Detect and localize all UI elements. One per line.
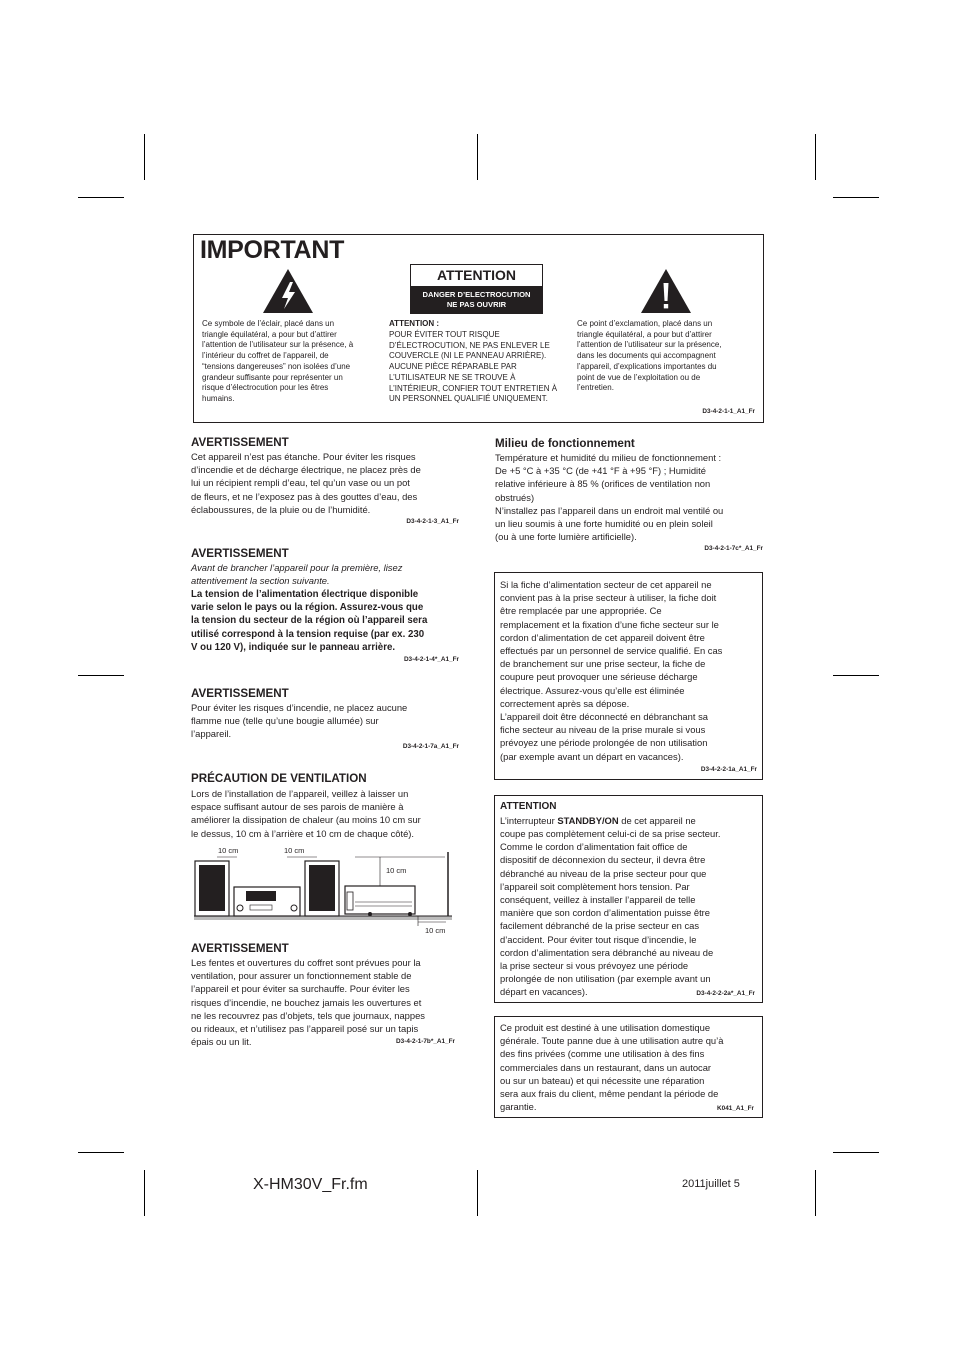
section-heading: AVERTISSEMENT bbox=[191, 436, 289, 449]
clearance-label: 10 cm bbox=[425, 926, 446, 935]
crop-mark bbox=[144, 1170, 145, 1216]
important-title: IMPORTANT bbox=[200, 236, 345, 264]
lightning-explanation: Ce symbole de l’éclair, placé dans un triangle équilatéral, a pour but d’attirer l’attention de l’utilisateur sur la présence, à l’intérieur du coffret de l’appareil, de “tensions dangereuses” non isolées d’une grandeur suffisante pour représenter un risque d’électrocution pour les êtres humains. bbox=[202, 319, 354, 403]
crop-mark bbox=[144, 134, 145, 180]
attention-label-subtitle: DANGER D’ELECTROCUTION NE PAS OUVRIR bbox=[411, 287, 542, 314]
reference-code: D3-4-2-2-1a_A1_Fr bbox=[700, 766, 757, 773]
attention-label-box bbox=[410, 264, 543, 314]
crop-mark bbox=[815, 134, 816, 180]
crop-mark bbox=[78, 197, 124, 198]
reference-code: D3-4-2-1-4*_A1_Fr bbox=[403, 656, 459, 663]
reference-code: D3-4-2-2-2a*_A1_Fr bbox=[696, 990, 755, 997]
reference-code: D3-4-2-1-1_A1_Fr bbox=[702, 408, 755, 415]
exclamation-warning-icon bbox=[640, 268, 692, 314]
section-body: Pour éviter les risques d’incendie, ne placez aucune flamme nue (telle qu’une bougie allumée) sur l’appareil. bbox=[191, 702, 408, 740]
attention-center-text: POUR ÉVITER TOUT RISQUE D’ÉLECTROCUTION, NE PAS ENLEVER LE COUVERCLE (NI LE PANNEAU ARRIÈRE). AUCUNE PIÈCE RÉPARABLE PAR L’UTILISATEUR NE SE TROUVE À L’INTÉRIEUR, CONFIER TOUT ENTRETIEN À UN PERSONNEL QUALIFIÉ UNIQUEMENT. bbox=[389, 330, 558, 404]
standby-warning-text: coupe pas complètement celui-ci de sa prise secteur. Comme le cordon d’alimentation fait office de dispositif de déconnexion du secteur, il devra être débranché au niveau de la prise secteur pour que l’appareil soit complètement hors tension. Par conséquent, veillez à installer l’appareil de telle manière que son cordon d’alimentation puisse être facilement débranché de la prise secteur en cas d’accident. Pour éviter tout risque d’incendie, le cordon d’alimentation sera débranché au niveau de la prise secteur si vous prévoyez une période prolongée de non utilisation (par exemple avant un départ en vacances). bbox=[500, 828, 721, 998]
domestic-use-text: Ce produit est destiné à une utilisation domestique générale. Toute panne due à une utilisation autre qu’à des fins privées (comme une utilisation à des fins commerciales dans un restaurant, dans un autocar ou sur un bateau) et qui nécessite une réparation sera aux frais du client, même pendant la période de garantie. bbox=[500, 1022, 724, 1113]
reference-code: K041_A1_Fr bbox=[717, 1105, 754, 1112]
clearance-label: 10 cm bbox=[218, 846, 239, 855]
plug-warning-text: Si la fiche d’alimentation secteur de cet appareil ne convient pas à la prise secteur à utiliser, la fiche doit être remplacée par une appropriée. Ce remplacement et la fixation d’une fiche secteur sur le cordon d’alimentation de cet appareil doivent être effectués par un personnel de service qualifié. En cas de branchement sur une prise secteur, la fiche de coupure peut provoquer une sérieuse décharge électrique. Assurez-vous qu’elle est éliminée correctement après sa dépose. L’appareil doit être déconnecté en débranchant sa fiche secteur au niveau de la prise murale si vous prévoyez une période prolongée de non utilisation (par exemple avant un départ en vacances). bbox=[500, 579, 723, 762]
section-heading: AVERTISSEMENT bbox=[191, 687, 289, 700]
reference-code: D3-4-2-1-7b*_A1_Fr bbox=[396, 1038, 455, 1045]
section-heading: AVERTISSEMENT bbox=[191, 942, 289, 955]
box-heading: ATTENTION bbox=[500, 801, 557, 812]
crop-mark bbox=[78, 1152, 124, 1153]
crop-mark bbox=[833, 675, 879, 676]
crop-mark bbox=[815, 1170, 816, 1216]
reference-code: D3-4-2-1-7c*_A1_Fr bbox=[704, 545, 763, 552]
standby-key: STANDBY/ON bbox=[557, 815, 619, 826]
crop-mark bbox=[477, 134, 478, 180]
section-heading: Milieu de fonctionnement bbox=[495, 437, 635, 450]
attention-label-title: ATTENTION bbox=[411, 265, 542, 287]
clearance-label: 10 cm bbox=[284, 846, 305, 855]
crop-mark bbox=[477, 1170, 478, 1216]
lightning-warning-icon bbox=[262, 268, 314, 314]
voltage-warning: La tension de l’alimentation électrique disponible varie selon le pays ou la région. Assurez-vous que la tension du secteur de la région où l’appareil sera utilisé correspond à la tension requise (par ex. 230 V ou 120 V), indiquée sur le panneau arrière. bbox=[191, 589, 428, 653]
clearance-label: 10 cm bbox=[386, 866, 407, 875]
section-body: Cet appareil n’est pas étanche. Pour éviter les risques d’incendie et de décharge électrique, ne placez près de lui un récipient rempli d’eau, tel qu’un vase ou un pot de fleurs, et ne l’exposez pas à des gouttes d’eau, des éclaboussures, de la pluie ou de l’humidité. bbox=[191, 451, 421, 515]
crop-mark bbox=[833, 1152, 879, 1153]
reference-code: D3-4-2-1-3_A1_Fr bbox=[406, 518, 459, 525]
section-heading: PRÉCAUTION DE VENTILATION bbox=[191, 772, 367, 785]
reference-code: D3-4-2-1-7a_A1_Fr bbox=[402, 743, 459, 750]
section-body: Température et humidité du milieu de fonctionnement : De +5 °C à +35 °C (de +41 °F à +95 °F) ; Humidité relative inférieure à 85 % (orifices de ventilation non obstrués) N’installez pas l’appareil dans un endroit mal ventilé ou un lieu soumis à une forte humidité ou en plein soleil (ou à une forte lumière artificielle). bbox=[495, 452, 724, 543]
section-intro: Avant de brancher l’appareil pour la première, lisez attentivement la section suivante. bbox=[191, 562, 403, 587]
standby-intro-line bbox=[500, 814, 696, 827]
standby-intro-pre: L’interrupteur bbox=[500, 815, 558, 826]
standby-intro-post: de cet appareil ne bbox=[618, 815, 696, 826]
crop-mark bbox=[78, 675, 124, 676]
file-name: X-HM30V_Fr.fm bbox=[253, 1176, 368, 1193]
file-date: 2011juillet 5 bbox=[682, 1178, 740, 1190]
section-heading: AVERTISSEMENT bbox=[191, 547, 289, 560]
exclamation-explanation: Ce point d’exclamation, placé dans un triangle équilatéral, a pour but d’attirer l’attention de l’utilisateur sur la présence, dans les documents qui accompagnent l’appareil, d’explications importantes du point de vue de l’exploitation ou de l’entretien. bbox=[577, 319, 722, 393]
crop-mark bbox=[833, 197, 879, 198]
section-body: Les fentes et ouvertures du coffret sont prévues pour la ventilation, pour assurer un fonctionnement stable de l’appareil et pour éviter sa surchauffe. Pour éviter les risques d’incendie, ne bouchez jamais les ouvertures et ne les recouvrez pas d’objets, tels que journaux, nappes ou rideaux, et n’utilisez pas l’appareil posé sur un tapis épais ou un lit. bbox=[191, 957, 425, 1048]
section-body: Lors de l’installation de l’appareil, veillez à laisser un espace suffisant autour de ses parois de manière à améliorer la dissipation de chaleur (au moins 10 cm sur le dessus, 10 cm à l’arrière et 10 cm de chaque côté). bbox=[191, 788, 421, 839]
attention-center-label: ATTENTION : bbox=[389, 319, 440, 328]
